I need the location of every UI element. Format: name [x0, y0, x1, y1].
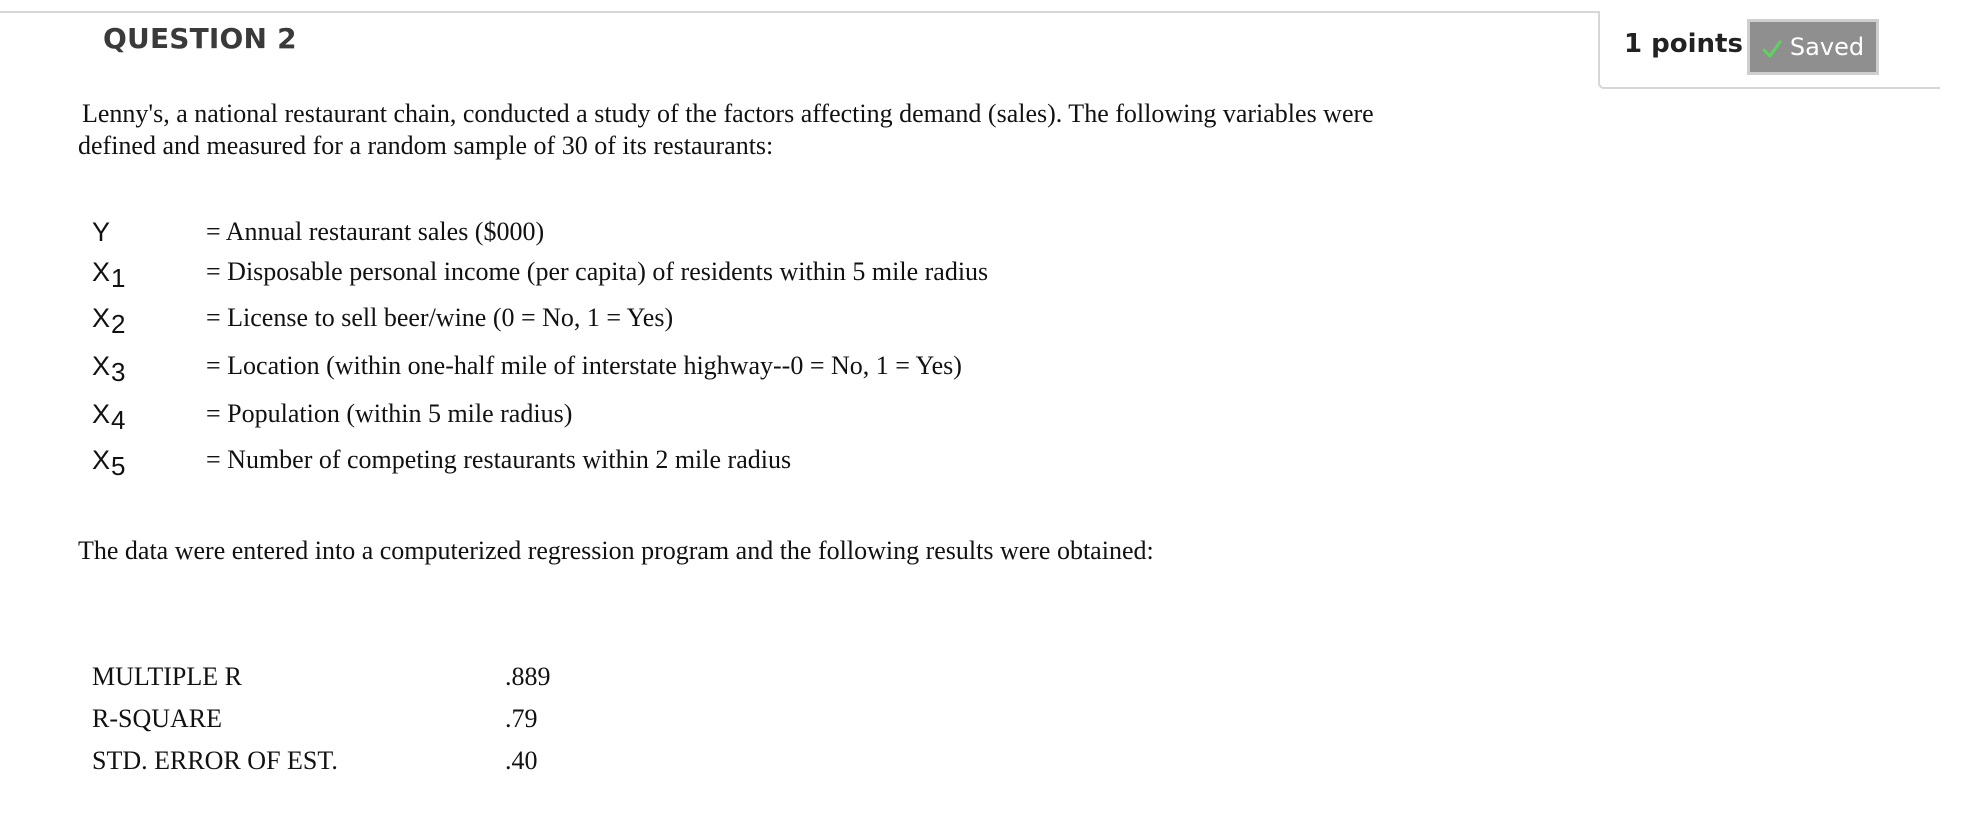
- intro-line-2: defined and measured for a random sample of 30 of its restaurants:: [78, 131, 774, 160]
- stat-row-std-error: [0, 746, 700, 782]
- variable-symbol: $X_5$: [92, 445, 126, 481]
- variable-symbol: $X_3$: [92, 351, 126, 387]
- stat-value: .79: [505, 704, 538, 733]
- variable-symbol: $X_2$: [92, 303, 126, 339]
- variable-definition: = Number of competing restaurants within 2 mile radius: [206, 445, 792, 474]
- variable-row-x1: [0, 257, 1200, 297]
- variable-row-x5: [0, 445, 1200, 485]
- stat-row-multiple-r: [0, 662, 700, 698]
- results-intro: The data were entered into a computerized regression program and the following results were obtained:: [78, 536, 1154, 565]
- variable-definition: = Annual restaurant sales ($000): [206, 217, 545, 246]
- variable-symbol: $X_4$: [92, 399, 126, 435]
- variable-definition: = Population (within 5 mile radius): [206, 399, 573, 428]
- question-title: QUESTION 2: [103, 22, 297, 55]
- variable-definition: = Disposable personal income (per capita) of residents within 5 mile radius: [206, 257, 989, 286]
- variable-definition: = Location (within one-half mile of interstate highway--0 = No, 1 = Yes): [206, 351, 962, 380]
- saved-label: Saved: [1789, 33, 1865, 61]
- intro-line-1: Lenny's, a national restaurant chain, conducted a study of the factors affecting demand (sales). The following variables were: [82, 99, 1374, 128]
- variable-row-x2: [0, 303, 1200, 343]
- variable-symbol: $X_1$: [92, 257, 126, 293]
- stat-label: R-SQUARE: [92, 704, 223, 733]
- variable-definition: = License to sell beer/wine (0 = No, 1 = Yes): [206, 303, 674, 332]
- points-label: 1 points: [1624, 29, 1743, 59]
- stat-value: .40: [505, 746, 538, 775]
- variable-row-x4: [0, 399, 1200, 439]
- stat-value: .889: [505, 662, 551, 691]
- points-panel: [1598, 11, 1940, 89]
- variable-row-y: [0, 215, 1200, 255]
- saved-button[interactable]: [1747, 19, 1879, 75]
- question-intro: [78, 98, 1438, 162]
- checkmark-icon: [1762, 37, 1782, 57]
- stat-row-r-square: [0, 704, 700, 740]
- stat-label: MULTIPLE R: [92, 662, 242, 691]
- stat-label: STD. ERROR OF EST.: [92, 746, 338, 775]
- variable-row-x3: [0, 351, 1200, 391]
- variable-symbol: Y: [92, 217, 111, 247]
